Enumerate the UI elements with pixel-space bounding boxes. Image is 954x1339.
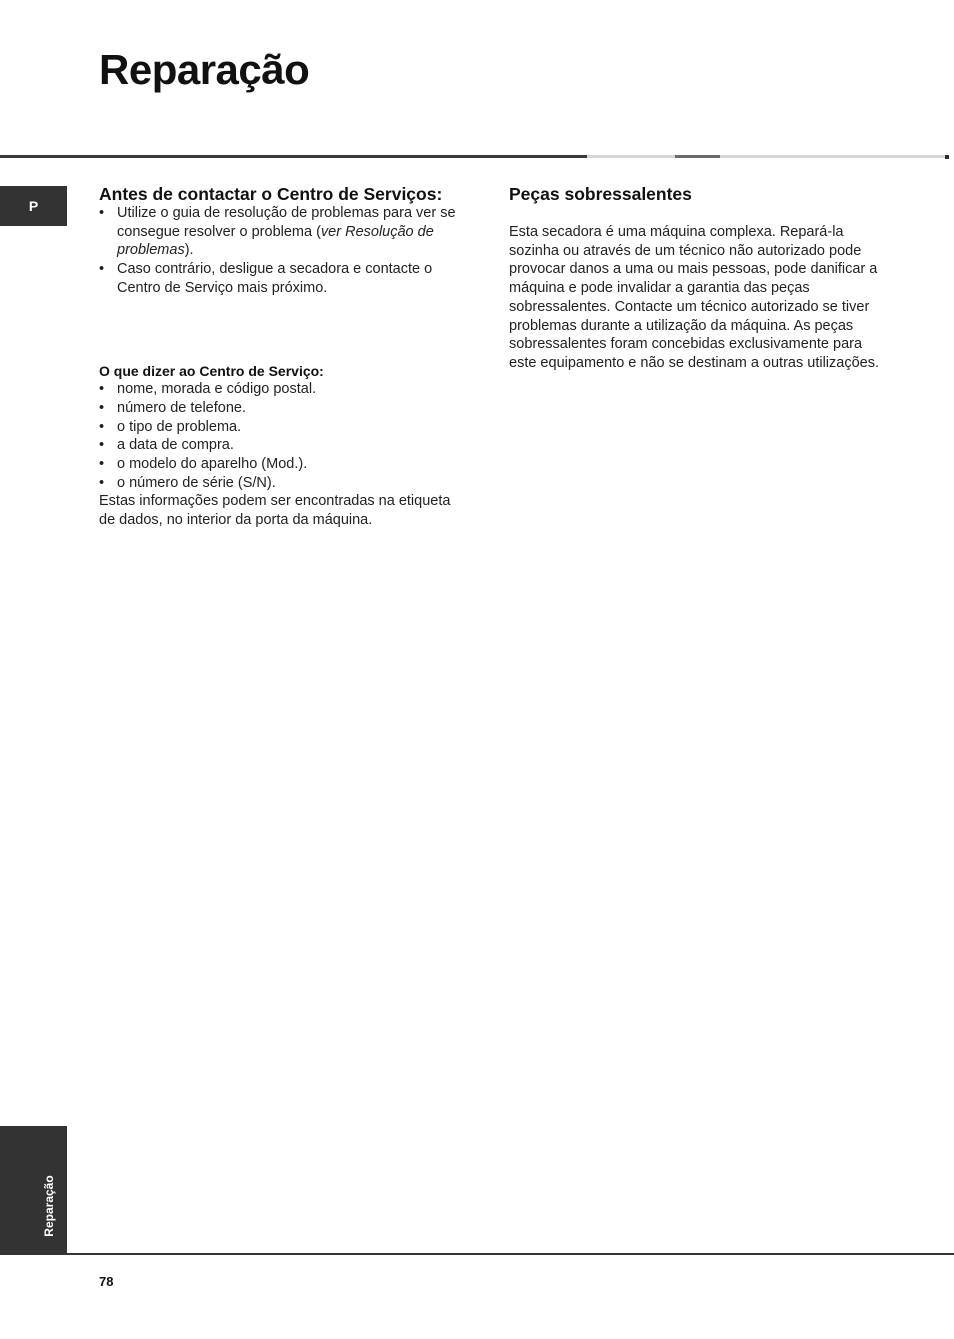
language-tab <box>0 186 67 226</box>
list-item: • o número de série (S/N). <box>99 474 459 493</box>
side-tab-label: Reparação <box>41 1174 56 1237</box>
language-tab-label: P <box>28 198 39 214</box>
header-rule-dark <box>0 155 587 158</box>
list-item: • número de telefone. <box>99 399 459 418</box>
list-item: • o tipo de problema. <box>99 418 459 437</box>
left-column <box>99 185 459 530</box>
cross-reference: ver Resolução de problemas <box>117 223 434 259</box>
header-rule-light <box>587 155 675 158</box>
right-column <box>509 185 879 373</box>
info-note: Estas informações podem ser encontradas na etiqueta de dados, no interior da porta da máquina. <box>99 493 451 529</box>
list-item: • nome, morada e código postal. <box>99 380 459 399</box>
spare-parts-paragraph: Esta secadora é uma máquina complexa. Repará-la sozinha ou através de um técnico não autorizado pode provocar danos a uma ou mais pessoas, pode danificar a máquina e pode invalidar a garantia das peças sobressalentes. Contacte um técnico autorizado se tiver problemas durante a utilização da máquina. As peças sobressalentes foram concebidas exclusivamente para este equipamento e não se destinam a outras utilizações. <box>509 224 879 371</box>
troubleshoot-list <box>99 204 459 298</box>
list-item: • Caso contrário, desligue a secadora e contacte o Centro de Serviço mais próximo. <box>99 260 459 297</box>
footer-rule <box>0 1253 954 1255</box>
subheading-what-to-say: O que dizer ao Centro de Serviço: <box>99 362 324 379</box>
list-item: • o modelo do aparelho (Mod.). <box>99 455 459 474</box>
info-list <box>99 380 459 492</box>
header-rule-endmark <box>945 155 949 159</box>
header-rule-mid <box>675 155 720 158</box>
section-heading-spare-parts: Peças sobressalentes <box>509 184 692 204</box>
page-number: 78 <box>99 1274 114 1289</box>
page-title: Reparação <box>99 46 310 93</box>
list-item: • a data de compra. <box>99 436 459 455</box>
section-heading-before-contact: Antes de contactar o Centro de Serviços: <box>99 184 443 204</box>
section-side-tab <box>0 1126 67 1253</box>
list-item: • Utilize o guia de resolução de problemas para ver se consegue resolver o problema (ver Resolução de problemas). <box>99 204 459 260</box>
header-rule-light-end <box>720 155 945 158</box>
